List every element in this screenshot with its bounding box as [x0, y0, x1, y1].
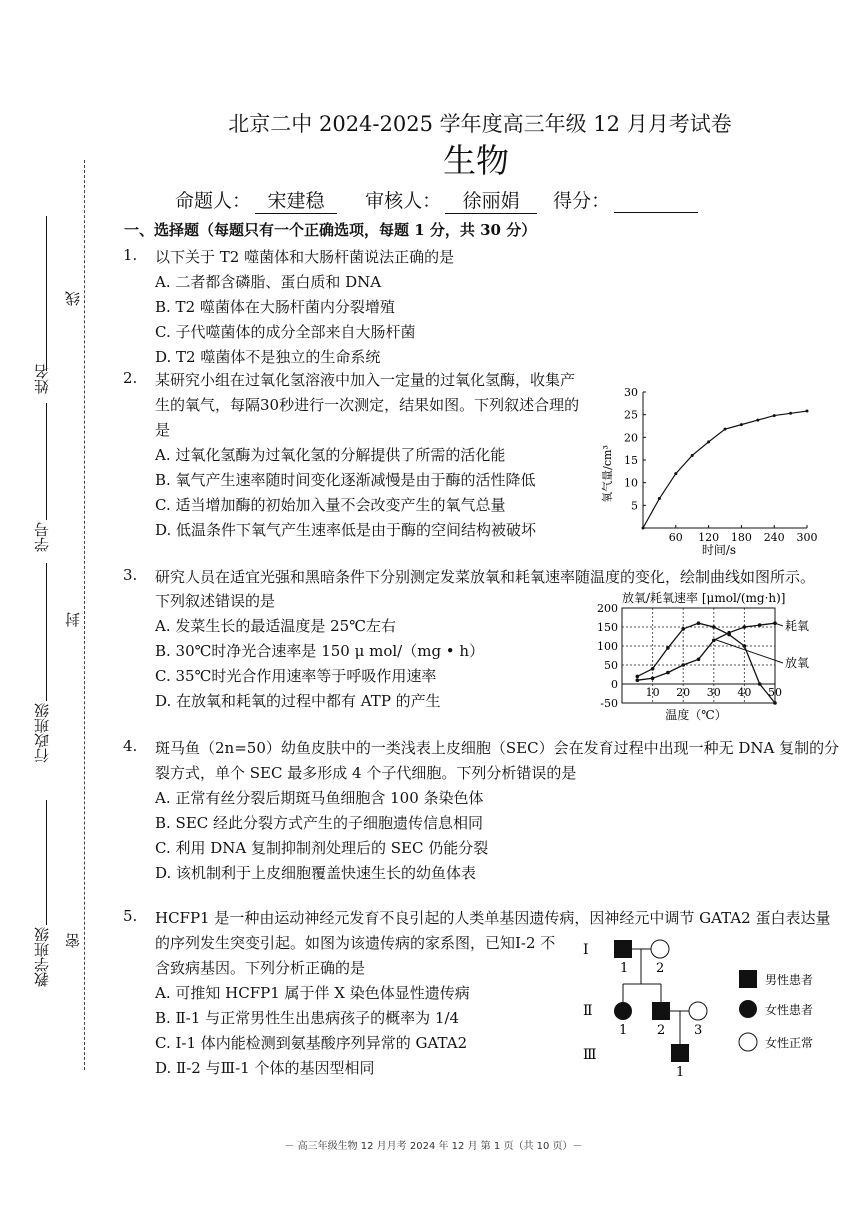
admin-class-field-line[interactable] [46, 563, 47, 701]
q2-stem-line2: 生的氧气，每隔30秒进行一次测定，结果如图。下列叙述合理的 [155, 396, 580, 414]
q2-option-b: B. 氧气产生速率随时间变化逐渐减慢是由于酶的活性降低 [155, 471, 536, 489]
q1-option-c: C. 子代噬菌体的成分全部来自大肠杆菌 [155, 323, 416, 341]
chart1-point [789, 412, 792, 415]
ii1-number: 1 [619, 1023, 628, 1038]
chart1-y-tick-label: 15 [624, 454, 638, 467]
q3-option-c: C. 35℃时光合作用速率等于呼吸作用速率 [155, 667, 437, 685]
oxygen-time-chart [595, 380, 825, 560]
legend-normal-label: 女性正常 [765, 1036, 814, 1050]
page-footer: － 高三年级生物 12 月月考 2024 年 12 月 第 1 页（共 10 页）－ [284, 1141, 583, 1152]
chart1-y-tick-label: 30 [624, 386, 638, 399]
chart2-point [727, 633, 731, 637]
chart2-y-tick-label: 0 [611, 678, 618, 691]
chart2-x-tick-label: 20 [676, 686, 691, 699]
chart2-legend-consume: 耗氧 [785, 619, 810, 633]
score-field[interactable] [614, 190, 698, 213]
chart2-point [743, 625, 747, 629]
generation-II-label: Ⅱ [583, 1003, 593, 1019]
chart2-point [636, 678, 640, 682]
iii1-number: 1 [676, 1065, 685, 1080]
q4-option-c: C. 利用 DNA 复制抑制剂处理后的 SEC 仍能分裂 [155, 839, 489, 857]
subject-title: 生物 [443, 141, 509, 180]
chart2-xlabel: 温度（℃） [665, 708, 727, 722]
chart1-point [806, 410, 809, 413]
chart2-legend-release: 放氧 [785, 656, 810, 670]
chart2-x-tick-label: 30 [706, 686, 721, 699]
q3-option-b: B. 30℃时净光合速率是 150 μ mol/（mg • h） [155, 642, 485, 660]
chart2-point [697, 621, 701, 625]
gutter-line-label: 线 [64, 291, 82, 306]
score-label: 得分： [553, 190, 611, 212]
name-field-line[interactable] [46, 216, 47, 371]
q3-stem-line2: 下列叙述错误的是 [155, 592, 276, 610]
q3-stem-line1: 研究人员在适宜光强和黑暗条件下分别测定发菜放氧和耗氧速率随温度的变化，绘制曲线如图所示。 [155, 568, 816, 586]
q5-option-d: D. Ⅱ-2 与Ⅲ-1 个体的基因型相同 [155, 1059, 375, 1077]
q4-option-a: A. 正常有丝分裂后期斑马鱼细胞含 100 条染色体 [155, 789, 484, 807]
chart2-y-tick-label: 150 [597, 621, 618, 634]
q2-stem-line1: 某研究小组在过氧化氢溶液中加入一定量的过氧化氢酶，收集产 [155, 371, 576, 389]
ii3-normal-female [689, 1002, 707, 1020]
chart2-point [651, 677, 655, 681]
chart1-point [642, 527, 645, 530]
chart1-y-tick-label: 25 [624, 408, 638, 422]
chart1-point [691, 454, 694, 457]
q2-option-d: D. 低温条件下氧气产生速率低是由于酶的空间结构被破坏 [155, 521, 537, 539]
gutter-seal-label: 封 [64, 612, 82, 627]
iii1-affected-male [671, 1044, 689, 1062]
chart1-x-tick-label: 180 [730, 531, 752, 544]
q4-stem-line1: 斑马鱼（2n=50）幼鱼皮肤中的一类浅表上皮细胞（SEC）会在发育过程中出现一种无 DNA 复制的分 [155, 739, 840, 757]
chart2-ticks [597, 602, 782, 710]
q1-stem: 以下关于 T2 噬菌体和大肠杆菌说法正确的是 [155, 248, 455, 266]
chart2-x-tick-label: 50 [768, 686, 782, 699]
q1-option-a: A. 二者都含磷脂、蛋白质和 DNA [155, 273, 382, 291]
chart2-point [666, 646, 670, 650]
q4-option-d: D. 该机制利于上皮细胞覆盖快速生长的幼鱼体表 [155, 864, 477, 882]
ii2-affected-male [652, 1002, 670, 1020]
q5-stem-line2: 的序列发生突变引起。如图为该遗传病的家系图，已知Ⅰ-2 不 [155, 934, 556, 952]
q3-number: 3. [123, 566, 138, 584]
q5-option-c: C. Ⅰ-1 体内能检测到氨基酸序列异常的 GATA2 [155, 1034, 468, 1052]
q3-option-d: D. 在放氧和耗氧的过程中都有 ATP 的产生 [155, 692, 441, 710]
chart2-point [758, 682, 762, 686]
chart2-point [712, 625, 716, 629]
section-heading: 一、选择题（每题只有一个正确选项，每题 1 分，共 30 分） [124, 221, 537, 239]
chart2-point [681, 663, 685, 667]
q4-option-b: B. SEC 经此分裂方式产生的子细胞遗传信息相同 [155, 814, 484, 832]
gutter-teaching-class-label: 教学班级 [33, 927, 51, 987]
author-name: 宋建稳 [255, 186, 337, 214]
legend-female-symbol [739, 1000, 757, 1018]
chart2-y-tick-label: 50 [604, 659, 618, 672]
q4-number: 4. [123, 737, 138, 755]
author-label: 命题人： [175, 190, 252, 212]
chart2-y-tick-label: -50 [600, 697, 618, 710]
temperature-rate-chart [585, 588, 845, 724]
q1-number: 1. [123, 246, 138, 264]
q5-option-a: A. 可推知 HCFP1 属于伴 X 染色体显性遗传病 [155, 984, 470, 1002]
student-no-field-line[interactable] [46, 403, 47, 520]
legend-male-symbol [739, 970, 757, 988]
binding-gutter-line [84, 160, 85, 1070]
chart2-legend-leader-consume [775, 623, 783, 626]
i2-normal-female [651, 940, 669, 958]
q3-option-a: A. 发菜生长的最适温度是 25℃左右 [155, 617, 397, 635]
chart1-point [674, 472, 677, 475]
gutter-secret-label: 密 [64, 933, 82, 948]
q2-option-c: C. 适当增加酶的初始加入量不会改变产生的氧气总量 [155, 496, 506, 514]
chart1-point [658, 497, 661, 500]
i2-number: 2 [656, 961, 665, 976]
chart2-title: 放氧/耗氧速率 [μmol/(mg·h)] [622, 591, 786, 605]
chart2-point [681, 627, 685, 631]
chart1-point [740, 423, 743, 426]
exam-title: 北京二中 2024-2025 学年度高三年级 12 月月考试卷 [228, 112, 732, 136]
chart1-x-tick-label: 60 [668, 531, 683, 544]
reviewer-name: 徐丽娟 [445, 186, 537, 214]
q5-option-b: B. Ⅱ-1 与正常男性生出患病孩子的概率为 1/4 [155, 1009, 460, 1027]
q2-stem-line3: 是 [155, 421, 171, 439]
chart1-axes [643, 392, 807, 528]
generation-I-label: Ⅰ [583, 942, 589, 958]
chart1-point [756, 419, 759, 422]
gutter-student-no-label: 学号 [33, 522, 51, 552]
q5-number: 5. [123, 907, 138, 925]
chart2-y-tick-label: 200 [597, 602, 618, 615]
ii1-affected-female [614, 1002, 632, 1020]
chart1-point [707, 440, 710, 443]
chart1-y-tick-label: 20 [624, 431, 638, 445]
chart2-x-tick-label: 40 [737, 686, 752, 699]
q2-option-a: A. 过氧化氢酶为过氧化氢的分解提供了所需的活化能 [155, 446, 506, 464]
gutter-name-label: 姓名 [33, 364, 51, 394]
legend-female-label: 女性患者 [765, 1003, 814, 1017]
q5-stem-line3: 含致病基因。下列分析正确的是 [155, 959, 366, 977]
chart1-ticks [624, 386, 818, 544]
legend-normal-symbol [739, 1033, 757, 1051]
generation-III-label: Ⅲ [583, 1047, 597, 1063]
chart2-point [743, 644, 747, 648]
author-row [175, 186, 698, 214]
chart2-point [773, 701, 777, 705]
chart2-point [758, 623, 762, 627]
chart1-xlabel: 时间/s [701, 543, 737, 557]
i1-number: 1 [620, 961, 629, 976]
chart2-point [712, 639, 716, 643]
chart2-point [636, 675, 640, 679]
legend-male-label: 男性患者 [765, 973, 814, 987]
chart2-y-tick-label: 100 [597, 640, 618, 653]
chart1-x-tick-label: 120 [698, 531, 720, 544]
q2-number: 2. [123, 369, 138, 387]
q4-stem-line2: 裂方式，单个 SEC 最多形成 4 个子代细胞。下列分析错误的是 [155, 764, 577, 782]
q1-option-b: B. T2 噬菌体在大肠杆菌内分裂增殖 [155, 298, 395, 316]
chart2-x-tick-label: 10 [645, 686, 660, 699]
chart1-y-tick-label: 5 [631, 499, 638, 513]
chart2-point [666, 671, 670, 675]
chart1-x-tick-label: 240 [763, 531, 785, 544]
ii2-number: 2 [657, 1023, 666, 1038]
chart1-ylabel: 氧气量/cm³ [601, 445, 614, 503]
chart1-x-tick-label: 300 [796, 531, 818, 544]
chart2-legend-leader-release [714, 639, 783, 663]
chart2-point [651, 667, 655, 671]
pedigree-chart [575, 932, 850, 1082]
chart1-point [724, 428, 727, 431]
i1-affected-male [614, 940, 632, 958]
gutter-admin-class-label: 行政班级 [33, 703, 51, 763]
chart1-point [773, 414, 776, 417]
ii3-number: 3 [694, 1023, 703, 1038]
reviewer-label: 审核人： [365, 190, 442, 212]
chart1-y-tick-label: 10 [624, 476, 638, 490]
q5-stem-line1: HCFP1 是一种由运动神经元发育不良引起的人类单基因遗传病，因神经元中调节 GATA2 蛋白表达量 [155, 909, 831, 927]
q1-option-d: D. T2 噬菌体不是独立的生命系统 [155, 348, 381, 366]
teaching-class-field-line[interactable] [46, 800, 47, 925]
chart2-point [697, 658, 701, 662]
